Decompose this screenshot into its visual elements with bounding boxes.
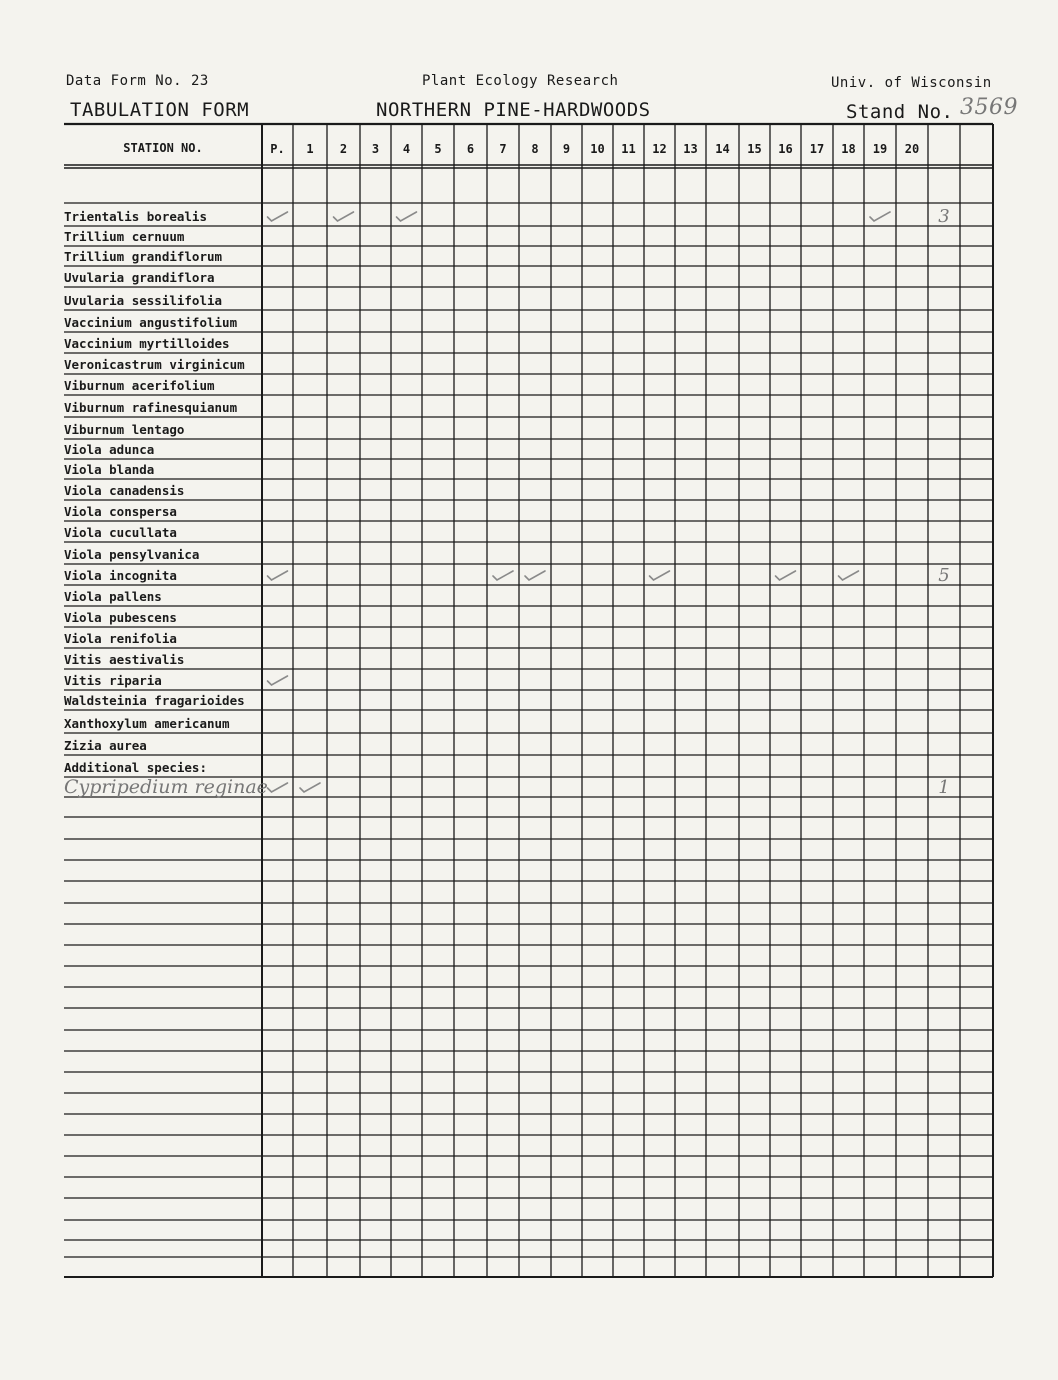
station-count: 3 (938, 206, 950, 227)
species-name: Trientalis borealis (64, 209, 207, 224)
station-column-label: 19 (872, 142, 888, 156)
check-mark (493, 571, 513, 580)
station-column-label: 9 (562, 142, 571, 156)
species-name: Xanthoxylum americanum (64, 716, 230, 731)
check-mark (334, 212, 354, 221)
station-column-label: 1 (306, 142, 314, 156)
species-name: Additional species: (64, 760, 207, 775)
station-column-label: 14 (715, 142, 730, 156)
station-column-label: P. (270, 142, 285, 156)
station-count: 1 (938, 777, 950, 798)
species-name: Waldsteinia fragarioides (64, 693, 245, 708)
station-column-label: 5 (434, 142, 442, 156)
species-name: Viola pubescens (64, 610, 177, 625)
check-mark (268, 783, 288, 792)
species-name: Vaccinium myrtilloides (64, 336, 230, 351)
check-mark (268, 571, 288, 580)
species-name: Viola renifolia (64, 631, 177, 646)
station-column-label: 8 (531, 142, 539, 156)
station-column-label: 12 (652, 142, 667, 156)
check-mark (268, 676, 288, 685)
species-name: Viola cucullata (64, 525, 177, 540)
station-column-label: 17 (809, 142, 825, 156)
station-count: 5 (938, 565, 950, 586)
species-name: Vitis riparia (64, 673, 162, 688)
species-name: Viburnum rafinesquianum (64, 400, 238, 415)
check-mark (870, 212, 890, 221)
check-mark (839, 571, 859, 580)
species-name: Viola blanda (64, 462, 155, 477)
station-column-label: 15 (747, 142, 762, 156)
station-column-label: 4 (402, 142, 411, 156)
research-title: Plant Ecology Research (422, 73, 619, 89)
species-name: Veronicastrum virginicum (64, 357, 245, 372)
check-mark (525, 571, 545, 580)
species-name: Trillium grandiflorum (64, 249, 223, 264)
form-number: Data Form No. 23 (66, 73, 209, 89)
species-name: Viburnum lentago (64, 422, 185, 437)
form-title: TABULATION FORM (70, 99, 250, 121)
check-mark (397, 212, 417, 221)
station-column-label: 6 (466, 142, 475, 156)
species-name: Vitis aestivalis (64, 652, 185, 667)
check-mark (268, 212, 288, 221)
check-mark (650, 571, 670, 580)
station-column-label: 3 (371, 142, 380, 156)
forest-type-title: NORTHERN PINE-HARDWOODS (376, 99, 651, 121)
species-name: Viola incognita (64, 568, 177, 583)
stand-label: Stand No. (846, 101, 954, 123)
species-name: Vaccinium angustifolium (64, 315, 238, 330)
species-name: Viola canadensis (64, 483, 185, 498)
station-column-label: 10 (590, 142, 605, 156)
check-mark (776, 571, 796, 580)
station-column-label: 13 (683, 142, 698, 156)
species-name: Viola conspersa (64, 504, 177, 519)
station-column-label: 11 (621, 142, 636, 156)
handwritten-species: Cypripedium reginae (64, 776, 268, 798)
species-name: Viola pallens (64, 589, 162, 604)
station-column-label: 18 (841, 142, 856, 156)
species-name: Viola pensylvanica (64, 547, 200, 562)
station-column-label: 7 (499, 142, 507, 156)
station-column-label: 16 (778, 142, 793, 156)
species-name: Uvularia grandiflora (64, 270, 215, 285)
species-name: Viola adunca (64, 442, 155, 457)
species-name: Viburnum acerifolium (64, 378, 215, 393)
station-column-label: 20 (904, 142, 920, 156)
station-no-header: STATION NO. (123, 141, 203, 155)
university-name: Univ. of Wisconsin (831, 75, 992, 91)
check-mark (300, 783, 320, 792)
station-column-label: 2 (339, 142, 348, 156)
stand-number: 3569 (960, 95, 1018, 120)
species-name: Zizia aurea (64, 738, 147, 753)
species-name: Trillium cernuum (64, 229, 185, 244)
species-name: Uvularia sessilifolia (64, 293, 223, 308)
